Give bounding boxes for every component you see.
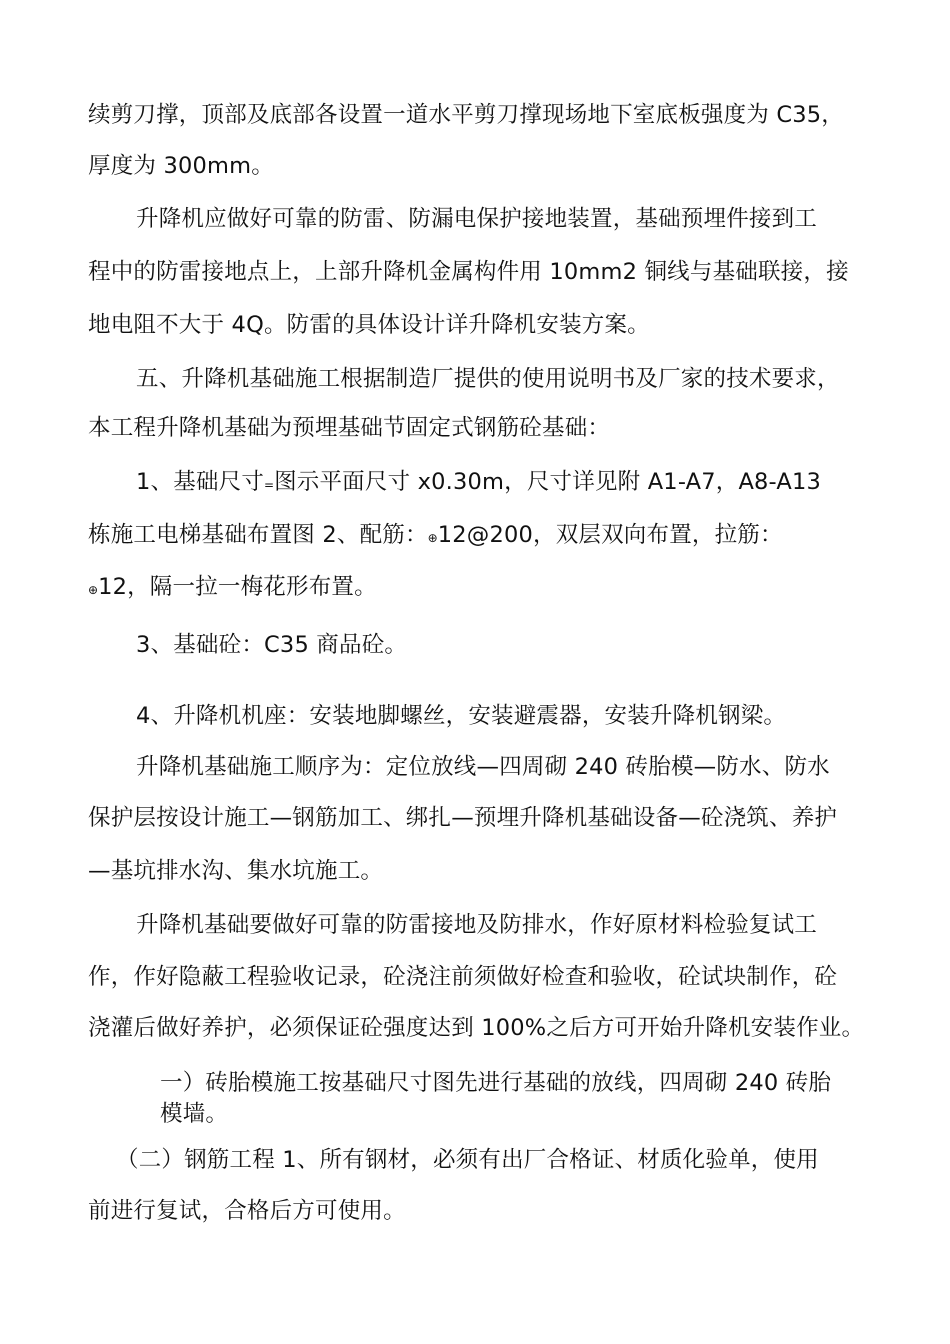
text-line: 浇灌后做好养护，必须保证砼强度达到 100%之后方可开始升降机安装作业。 bbox=[88, 1015, 865, 1041]
text-line: 升降机基础施工顺序为：定位放线—四周砌 240 砖胎模—防水、防水 bbox=[136, 754, 830, 780]
text-line: —基坑排水沟、集水坑施工。 bbox=[88, 858, 384, 884]
text-line: 3、基础砼：C35 商品砼。 bbox=[136, 632, 408, 658]
text-segment: 图示平面尺寸 x0.30m，尺寸详见附 A1-A7，A8-A13 bbox=[274, 469, 822, 495]
text-line: 地电阻不大于 4Q。防雷的具体设计详升降机安装方案。 bbox=[88, 312, 650, 338]
text-line: 模墙。 bbox=[160, 1101, 229, 1127]
text-line bbox=[88, 520, 783, 553]
rebar-symbol-icon: ⊕ bbox=[88, 583, 99, 597]
text-line: 厚度为 300mm。 bbox=[88, 153, 274, 179]
text-line: 一）砖胎模施工按基础尺寸图先进行基础的放线，四周砌 240 砖胎 bbox=[160, 1070, 832, 1096]
text-segment: 栋施工电梯基础布置图 2、配筋： bbox=[88, 522, 428, 548]
text-segment: 12，隔一拉一梅花形布置。 bbox=[98, 574, 377, 600]
rebar-symbol-icon: ⊕ bbox=[427, 531, 438, 545]
text-line: 4、升降机机座：安装地脚螺丝，安装避震器，安装升降机钢梁。 bbox=[136, 703, 787, 729]
text-line: 前进行复试，合格后方可使用。 bbox=[88, 1198, 406, 1224]
text-line: 保护层按设计施工—钢筋加工、绑扎—预埋升降机基础设备—砼浇筑、养护 bbox=[88, 805, 838, 831]
text-line: 作，作好隐蔽工程验收记录，砼浇注前须做好检查和验收，砼试块制作，砼 bbox=[88, 964, 838, 990]
text-line: 升降机应做好可靠的防雷、防漏电保护接地装置，基础预埋件接到工 bbox=[136, 206, 818, 232]
text-line bbox=[136, 467, 821, 500]
text-segment: 1、基础尺寸 bbox=[136, 469, 265, 495]
text-line: （二）钢筋工程 1、所有钢材，必须有出厂合格证、材质化验单，使用 bbox=[116, 1147, 819, 1173]
text-line: 升降机基础要做好可靠的防雷接地及防排水，作好原材料检验复试工 bbox=[136, 912, 818, 938]
text-line: 五、升降机基础施工根据制造厂提供的使用说明书及厂家的技术要求， bbox=[136, 366, 840, 392]
text-line: 续剪刀撑，顶部及底部各设置一道水平剪刀撑现场地下室底板强度为 C35， bbox=[88, 102, 844, 128]
equals-symbol: = bbox=[264, 478, 275, 492]
text-line bbox=[88, 572, 377, 605]
text-segment: 12@200，双层双向布置，拉筋： bbox=[437, 522, 783, 548]
text-line: 程中的防雷接地点上，上部升降机金属构件用 10mm2 铜线与基础联接，接 bbox=[88, 259, 849, 285]
text-line: 本工程升降机基础为预埋基础节固定式钢筋砼基础： bbox=[88, 415, 611, 441]
